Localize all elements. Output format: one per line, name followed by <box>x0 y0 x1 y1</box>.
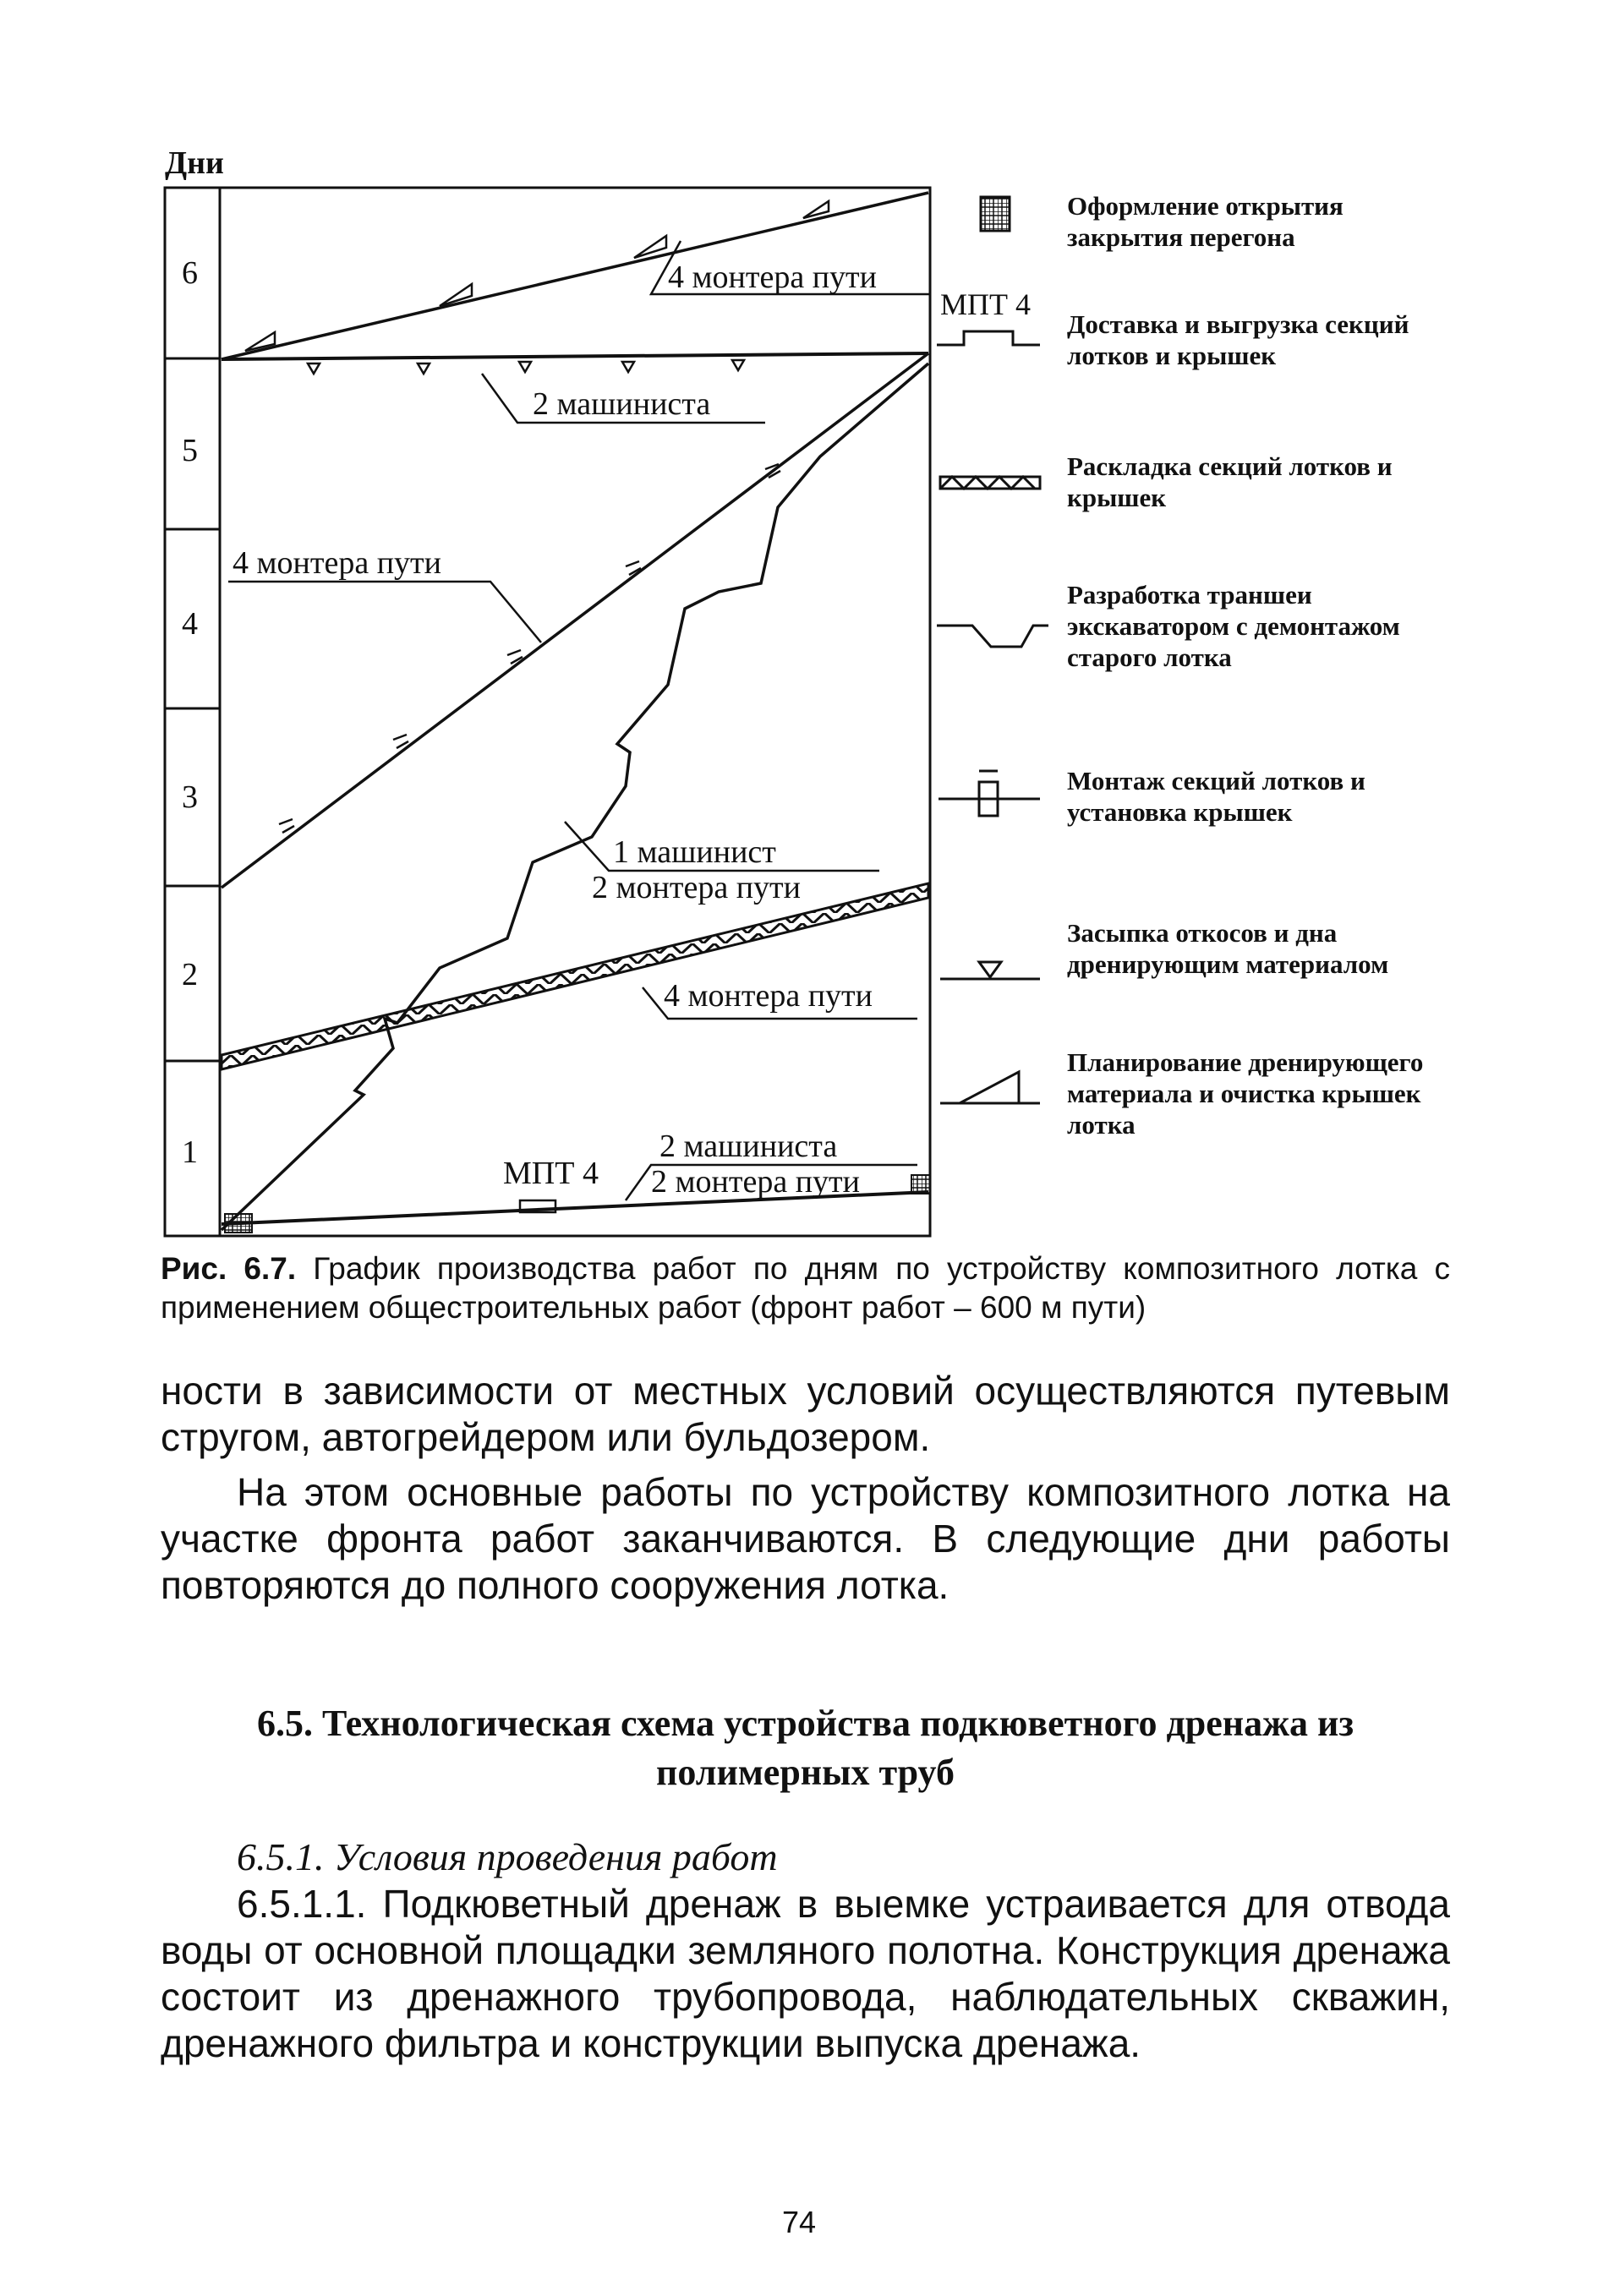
day-label-4: 4 <box>182 606 198 642</box>
legend-symbols <box>937 197 1048 1103</box>
legend-icon-delivery <box>937 331 1040 345</box>
day-label-3: 3 <box>182 779 198 815</box>
legend-icon-planning <box>940 1072 1040 1103</box>
figure-caption <box>161 1249 1450 1327</box>
paragraph-2: На этом основные работы по устройству композитного лотка на участке фронта работ заканчиваются. В следующие дни работы повторяются до полного сооружения лотка. <box>161 1470 1450 1607</box>
day-label-2: 2 <box>182 957 198 992</box>
subsection-heading: 6.5.1. Условия проведения работ <box>237 1835 778 1878</box>
label-2-montery-bottom: 2 монтера пути <box>651 1164 860 1200</box>
paragraph-1: ности в зависимости от местных условий осуществляются путевым стругом, автогрейдером или бульдозером. <box>161 1369 1450 1459</box>
page-number: 74 <box>781 2205 817 2239</box>
legend-icon-backfill <box>940 962 1040 979</box>
legend-mpt4-label: МПТ 4 <box>940 287 1031 321</box>
legend-text-planning: Планирование дренирующего материала и очистка крышек лотка <box>1067 1047 1424 1140</box>
legend-icon-closure <box>981 197 1010 231</box>
label-leaders <box>228 241 930 1200</box>
label-1-mashinist: 1 машинист <box>613 834 776 870</box>
legend-text-backfill: Засыпка откосов и дна дренирующим материалом <box>1067 918 1389 979</box>
label-2-mashinista-top: 2 машиниста <box>533 386 711 422</box>
legend-text-delivery: Доставка и выгрузка секций лотков и крышек <box>1067 309 1409 370</box>
mounting-markers <box>279 464 780 833</box>
closure-marker-bottom-right <box>911 1175 930 1194</box>
legend-icon-mounting <box>939 771 1040 816</box>
legend-text-layout: Раскладка секций лотков и крышек <box>1067 451 1393 512</box>
label-2-montery-mid: 2 монтера пути <box>592 870 801 905</box>
line-backfill <box>222 353 928 359</box>
caption-label: Рис. 6.7. <box>161 1251 297 1286</box>
day-label-5: 5 <box>182 433 198 468</box>
line-section-mounting <box>222 353 928 888</box>
paragraph-3: 6.5.1.1. Подкюветный дренаж в выемке устраивается для отвода воды от основной площадки земляного полотна. Конструкция дренажа состоит из дренажного трубопровода, наблюдательных скважин, дренажного фильтра и конструкции выпуска дренажа. <box>161 1882 1450 2065</box>
label-4-montery-left: 4 монтера пути <box>233 545 441 581</box>
caption-text: График производства работ по дням по устройству композитного лотка с применением общестроительных работ (фронт работ – 600 м пути) <box>161 1251 1450 1325</box>
line-layout-band <box>222 883 928 1069</box>
day-label-1: 1 <box>182 1134 198 1170</box>
section-heading: 6.5. Технологическая схема устройства подкюветного дренажа из полимерных труб <box>256 1703 1354 1793</box>
label-4-montery-top: 4 монтера пути <box>668 260 877 295</box>
backfill-markers <box>308 360 744 374</box>
legend-icon-trench <box>937 626 1048 647</box>
legend-text-closure: Оформление открытия закрытия перегона <box>1067 191 1344 252</box>
legend-text-trench: Разработка траншеи экскаватором с демонтажом старого лотка <box>1067 580 1400 672</box>
label-4-montery-lower: 4 монтера пути <box>664 978 873 1014</box>
day-column-frame <box>165 188 220 1236</box>
label-2-mashinista-bottom: 2 машиниста <box>659 1129 838 1164</box>
legend-text-mounting: Монтаж секций лотков и установка крышек <box>1067 766 1365 827</box>
line-trench-excavation <box>222 364 928 1230</box>
day-label-6: 6 <box>182 255 198 291</box>
chart-frame <box>220 188 930 1236</box>
y-axis-title: Дни <box>165 145 224 181</box>
label-mpt4-chart: МПТ 4 <box>503 1156 599 1191</box>
legend-icon-layout <box>940 477 1040 489</box>
